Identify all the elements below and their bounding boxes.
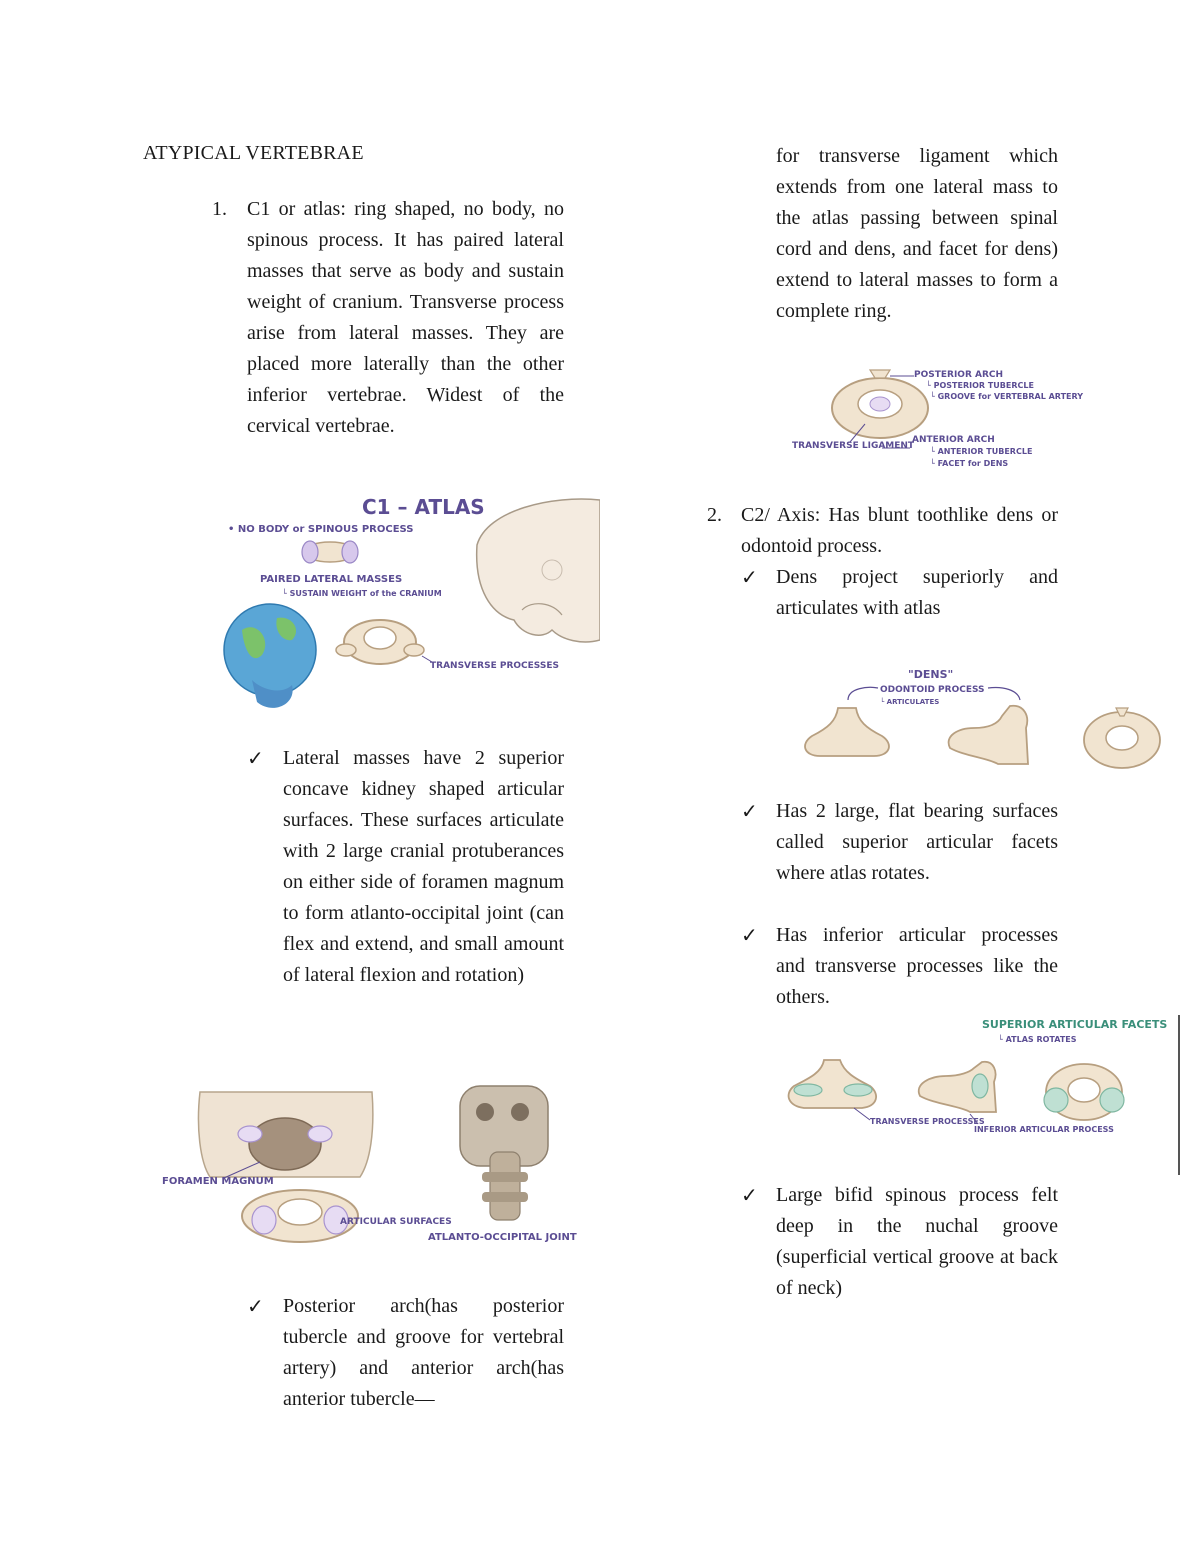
check-icon: ✓ xyxy=(741,1183,758,1207)
atlas-small-illustration xyxy=(302,541,358,563)
atlas-label-masses: PAIRED LATERAL MASSES xyxy=(260,574,403,585)
arch-figure xyxy=(790,364,1108,474)
lateral-masses-bullet: Lateral masses have 2 superior concave kidney shaped articular surfaces. These surfaces articulate with 2 large cranial protuberances on either side of foramen magnum to form atlanto-occipital joint (can flex and extend, and small amount of lateral flexion and rotation) xyxy=(283,747,564,986)
dens-bullet: Dens project superiorly and articulates with atlas xyxy=(776,566,1058,619)
skull-illustration xyxy=(477,499,600,642)
list-number-2: 2. xyxy=(707,504,722,526)
list-number-1: 1. xyxy=(212,198,227,220)
odontoid-label: ODONTOID PROCESS xyxy=(880,685,985,695)
axis-description: C2/ Axis: Has blunt toothlike dens or odontoid process. xyxy=(741,504,1058,557)
articular-label: ARTICULAR SURFACES xyxy=(340,1217,452,1227)
atlas-label-weight: └ SUSTAIN WEIGHT of the CRANIUM xyxy=(282,589,442,598)
facets-bullet: Has 2 large, flat bearing surfaces called superior articular facets where atlas rotates. xyxy=(776,800,1058,884)
check-icon: ✓ xyxy=(741,799,758,823)
facets-figure xyxy=(784,1016,1174,1162)
dens-figure-title: "DENS" xyxy=(908,668,954,681)
inferior-label: INFERIOR ARTICULAR PROCESS xyxy=(974,1125,1114,1134)
arch-bullet: Posterior arch(has posterior tubercle and groove for vertebral artery) and anterior arch(has anterior tubercle— xyxy=(283,1295,564,1410)
anterior-tubercle-label: └ ANTERIOR TUBERCLE xyxy=(930,447,1033,456)
check-icon: ✓ xyxy=(741,565,758,589)
processes-bullet: Has inferior articular processes and transverse processes like the others. xyxy=(776,924,1058,1008)
axis-top-facets-illustration xyxy=(1044,1064,1124,1120)
atlas-figure xyxy=(222,490,600,722)
dens-figure xyxy=(798,666,1166,778)
axis-side-illustration xyxy=(949,706,1028,764)
check-icon: ✓ xyxy=(247,746,264,770)
posterior-arch-label: POSTERIOR ARCH xyxy=(914,370,1004,380)
axis-front-illustration xyxy=(805,708,889,756)
page-title: ATYPICAL VERTEBRAE xyxy=(143,142,364,164)
atlas-ring-illustration xyxy=(336,620,424,664)
foramen-label: FORAMEN MAGNUM xyxy=(162,1176,274,1187)
check-icon: ✓ xyxy=(247,1294,264,1318)
atlas-description: C1 or atlas: ring shaped, no body, no spinous process. It has paired lateral masses that serve as body and sustain weight of cranium. Transverse process arise from lateral masses. They are placed more laterally than the other inferior vertebrae. Widest of the cervical vertebrae. xyxy=(247,198,564,437)
arch-continuation: for transverse ligament which extends from one lateral mass to the atlas passing between spinal cord and dens, and facet for dens) extend to lateral masses to form a complete ring. xyxy=(776,145,1058,322)
anterior-arch-label: ANTERIOR ARCH xyxy=(912,435,995,445)
axis-front-facets-illustration xyxy=(789,1060,877,1108)
skull-base-illustration xyxy=(198,1092,372,1177)
atlas-articular-illustration xyxy=(242,1190,358,1242)
atlas-figure-title: C1 – ATLAS xyxy=(362,495,485,519)
check-icon: ✓ xyxy=(741,923,758,947)
foramen-figure xyxy=(160,1082,598,1252)
posterior-tubercle-label: └ POSTERIOR TUBERCLE xyxy=(926,381,1034,390)
joint-label: ATLANTO-OCCIPITAL JOINT xyxy=(428,1232,577,1243)
axis-top-illustration xyxy=(1084,708,1160,768)
atlas-rotates-label: └ ATLAS ROTATES xyxy=(998,1035,1077,1044)
atlas-arch-illustration xyxy=(832,370,928,438)
atlas-figure-note: • NO BODY or SPINOUS PROCESS xyxy=(228,524,414,535)
transverse-facets-label: TRANSVERSE PROCESSES xyxy=(870,1117,985,1126)
page-edge-line xyxy=(1178,1015,1180,1175)
atlas-label-transverse: TRANSVERSE PROCESSES xyxy=(430,661,559,671)
articulates-label: └ ARTICULATES xyxy=(880,698,940,706)
atlanto-occipital-joint-illustration xyxy=(460,1086,548,1220)
spinous-bullet: Large bifid spinous process felt deep in the nuchal groove (superficial vertical groove at back of neck) xyxy=(776,1184,1058,1299)
transverse-ligament-label: TRANSVERSE LIGAMENT xyxy=(792,441,915,451)
groove-label: └ GROOVE for VERTEBRAL ARTERY xyxy=(930,392,1084,401)
axis-side-facets-illustration xyxy=(919,1062,996,1112)
globe-illustration xyxy=(224,604,316,708)
facets-figure-title: SUPERIOR ARTICULAR FACETS xyxy=(982,1018,1168,1031)
facet-dens-label: └ FACET for DENS xyxy=(930,459,1009,468)
